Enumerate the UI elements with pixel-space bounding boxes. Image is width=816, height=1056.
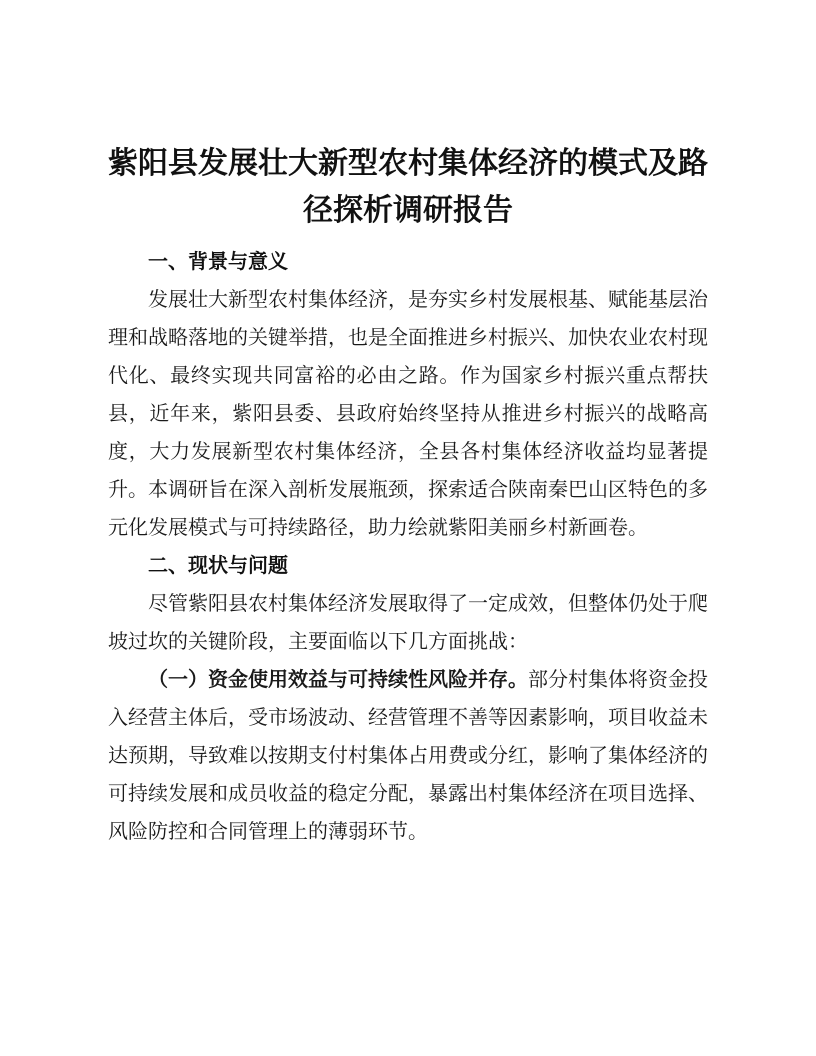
section-heading-status: 二、现状与问题 [148,553,288,577]
background-paragraph: 发展壮大新型农村集体经济，是夯实乡村发展根基、赋能基层治理和战略落地的关键举措，也是全面推进乡村振兴、加快农业农村现代化、最终实现共同富裕的必由之路。作为国家乡村振兴重点帮扶县，近年来，紫阳县委、县政府始终坚持从推进乡村振兴的战略高度，大力发展新型农村集体经济，全县各村集体经济收益均显著提升。本调研旨在深入剖析发展瓶颈，探索适合陕南秦巴山区特色的多元化发展模式与可持续路径，助力绘就紫阳美丽乡村新画卷。 [108,287,708,539]
challenge-item-1-text: 部分村集体将资金投入经营主体后，受市场波动、经营管理不善等因素影响，项目收益未达预期，导致难以按期支付村集体占用费或分红，影响了集体经济的可持续发展和成员收益的稳定分配，暴露出村集体经济在项目选择、风险防控和合同管理上的薄弱环节。 [108,667,708,843]
challenge-item-1-lead: （一）资金使用效益与可持续性风险并存。 [148,667,528,691]
challenge-item-1 [108,660,708,850]
status-intro-paragraph: 尽管紫阳县农村集体经济发展取得了一定成效，但整体仍处于爬坡过坎的关键阶段，主要面临以下几方面挑战： [108,591,708,653]
section-heading-background: 一、背景与意义 [148,249,288,273]
document-body [108,242,708,850]
document-title: 紫阳县发展壮大新型农村集体经济的模式及路径探析调研报告 [108,146,708,228]
